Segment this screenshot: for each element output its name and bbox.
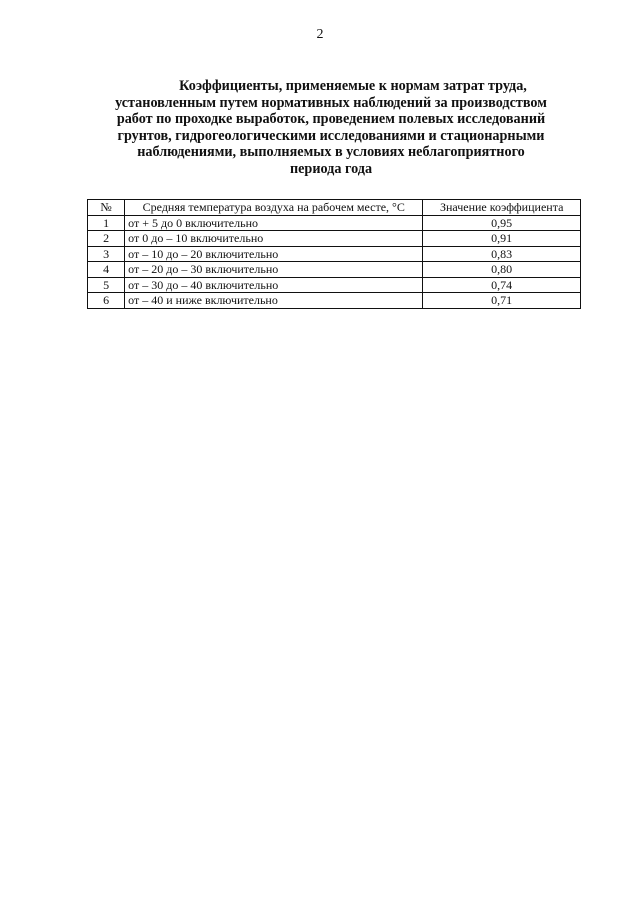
row-number: 5: [88, 277, 125, 293]
page-number: 2: [316, 27, 324, 42]
table-row: [88, 231, 581, 247]
row-number: 3: [88, 246, 125, 262]
title-line: наблюдениями, выполняемых в условиях неблагоприятного: [137, 144, 525, 161]
row-temperature: от – 20 до – 30 включительно: [125, 262, 423, 278]
table-row: [88, 246, 581, 262]
row-value: 0,80: [423, 262, 581, 278]
table-header-row: [88, 200, 581, 216]
title-line: Коэффициенты, применяемые к нормам затрат труда,: [179, 78, 527, 94]
row-temperature: от + 5 до 0 включительно: [125, 215, 423, 231]
row-temperature: от – 30 до – 40 включительно: [125, 277, 423, 293]
row-value: 0,95: [423, 215, 581, 231]
row-temperature: от 0 до – 10 включительно: [125, 231, 423, 247]
coefficient-table: [87, 199, 581, 309]
header-value: Значение коэффициента: [423, 200, 581, 216]
row-number: 6: [88, 293, 125, 309]
row-number: 4: [88, 262, 125, 278]
header-number: №: [88, 200, 125, 216]
row-value: 0,83: [423, 246, 581, 262]
title-line: работ по проходке выработок, проведением полевых исследований: [116, 111, 546, 128]
row-value: 0,74: [423, 277, 581, 293]
title-line: периода года: [289, 160, 373, 177]
row-temperature: от – 10 до – 20 включительно: [125, 246, 423, 262]
row-number: 1: [88, 215, 125, 231]
table-row: [88, 262, 581, 278]
row-value: 0,71: [423, 293, 581, 309]
row-number: 2: [88, 231, 125, 247]
header-temperature: Средняя температура воздуха на рабочем месте, °С: [125, 200, 423, 216]
document-title: [70, 78, 592, 178]
title-line: грунтов, гидрогеологическими исследованиями и стационарными: [117, 127, 545, 144]
row-temperature: от – 40 и ниже включительно: [125, 293, 423, 309]
table-row: [88, 293, 581, 309]
title-line: установленным путем нормативных наблюдений за производством: [115, 94, 547, 111]
row-value: 0,91: [423, 231, 581, 247]
table-row: [88, 277, 581, 293]
table-row: [88, 215, 581, 231]
